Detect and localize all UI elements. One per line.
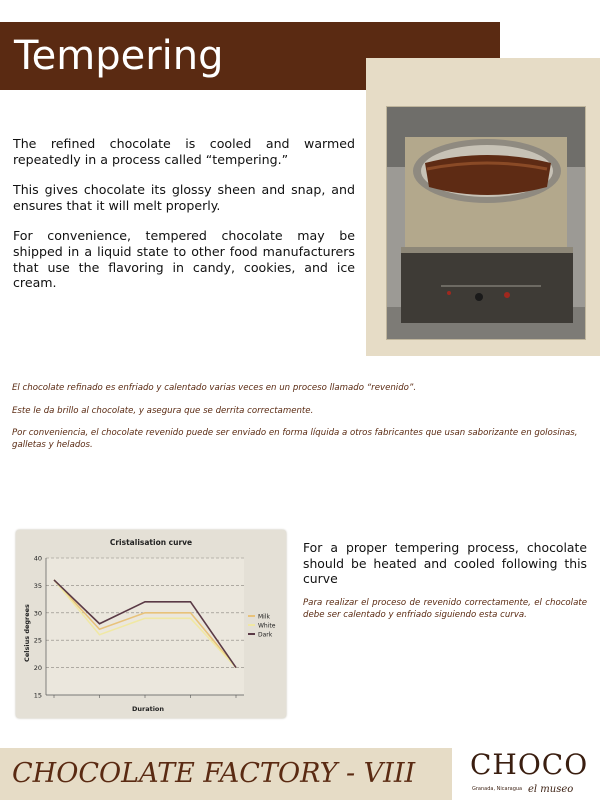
y-tick-label: 35 bbox=[33, 581, 42, 590]
museum-logo bbox=[466, 748, 590, 800]
chart-card bbox=[16, 530, 286, 718]
footer-title: CHOCOLATE FACTORY - VIII bbox=[12, 758, 416, 789]
plot-area bbox=[46, 558, 244, 695]
english-paragraph: This gives chocolate its glossy sheen and snap, and ensures that it will melt properly. bbox=[13, 182, 355, 213]
page-title: Tempering bbox=[14, 33, 224, 79]
english-description bbox=[13, 136, 355, 306]
y-tick-label: 25 bbox=[33, 636, 42, 645]
spanish-paragraph: Este le da brillo al chocolate, y asegura que se derrita correctamente. bbox=[12, 405, 314, 416]
chart-ylabel: Celsius degrees bbox=[23, 604, 31, 662]
spanish-paragraph: Por conveniencia, el chocolate revenido puede ser enviado en forma líquida a otros fabricantes que usan saborizante en golosinas, galletas y helados. bbox=[12, 428, 578, 450]
logo-tagline: el museo bbox=[528, 784, 574, 795]
y-tick-label: 30 bbox=[33, 609, 42, 618]
curve-caption-english: For a proper tempering process, chocolate should be heated and cooled following this curve bbox=[303, 540, 587, 587]
footer-band bbox=[0, 748, 452, 800]
legend-label-white: White bbox=[258, 622, 276, 630]
legend-label-milk: Milk bbox=[258, 613, 270, 621]
english-paragraph: The refined chocolate is cooled and warmed repeatedly in a process called “tempering.” bbox=[13, 136, 355, 167]
y-tick-label: 15 bbox=[33, 691, 42, 700]
chart-title: Cristalisation curve bbox=[109, 538, 193, 547]
y-tick-label: 40 bbox=[33, 554, 42, 563]
cristalisation-chart bbox=[16, 530, 286, 718]
y-tick-label: 20 bbox=[33, 664, 42, 673]
spanish-description bbox=[12, 383, 587, 462]
logo-word: CHOCO bbox=[470, 748, 589, 781]
logo-place: Granada, Nicaragua bbox=[472, 786, 523, 792]
tempering-machine-photo bbox=[386, 106, 586, 340]
legend-label-dark: Dark bbox=[258, 631, 273, 639]
spanish-paragraph: El chocolate refinado es enfriado y calentado varias veces en un proceso llamado “revenido”. bbox=[12, 383, 417, 393]
english-paragraph: For convenience, tempered chocolate may be shipped in a liquid state to other food manufacturers that use the flavoring in candy, cookies, and ice cream. bbox=[13, 228, 355, 291]
photo-panel bbox=[366, 58, 600, 356]
chart-xlabel: Duration bbox=[131, 705, 165, 713]
curve-caption-spanish: Para realizar el proceso de revenido correctamente, el chocolate debe ser calentado y enfriado siguiendo esta curva. bbox=[303, 598, 587, 620]
